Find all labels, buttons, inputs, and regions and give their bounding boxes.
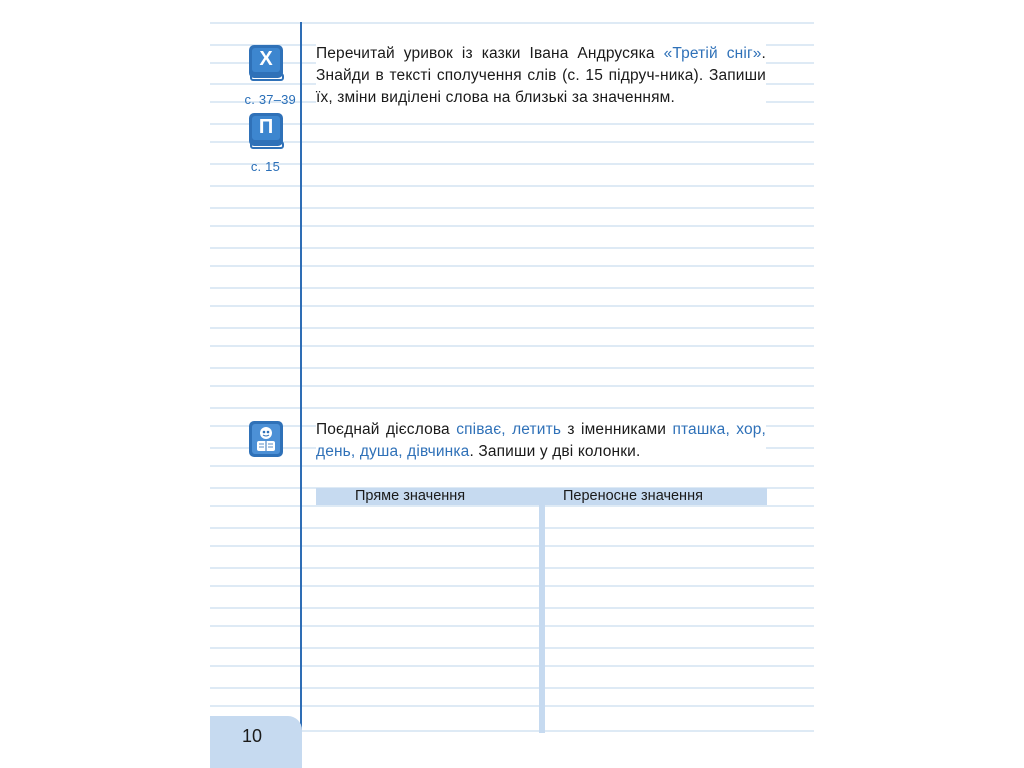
exercise-2-text-part2: з іменниками bbox=[561, 421, 673, 438]
column-divider bbox=[539, 505, 545, 733]
book-x-letter: Х bbox=[259, 48, 273, 70]
page-number: 10 bbox=[242, 726, 263, 746]
margin-line bbox=[300, 22, 302, 768]
column-header-literal: Пряме значення bbox=[355, 488, 466, 504]
textbook-reference-1: с. 37–39 bbox=[244, 92, 296, 107]
textbook-reference-2: с. 15 bbox=[250, 159, 280, 174]
highlighted-verbs: співає, летить bbox=[456, 421, 562, 438]
book-p-letter: П bbox=[258, 116, 274, 138]
table-header bbox=[316, 488, 767, 505]
exercise-1-text bbox=[316, 43, 766, 109]
exercise-1-text-part1: Перечитай уривок із казки Івана Андрусяка bbox=[316, 45, 664, 62]
column-header-figurative: Переносне значення bbox=[563, 488, 703, 504]
exercise-2-text bbox=[316, 419, 766, 463]
workbook-page bbox=[210, 0, 814, 768]
exercise-1-text-part2: . Знайди в тексті сполучення слів (с. 15 підруч-ника). Запиши їх, зміни виділені слова на близькі за значенням. bbox=[316, 45, 766, 106]
highlighted-nouns: пташка, хор, день, душа, дівчинка bbox=[316, 421, 766, 460]
exercise-2-text-part1: Поєднай дієслова bbox=[316, 421, 457, 438]
exercise-2-text-part3: . Запиши у дві колонки. bbox=[469, 443, 641, 460]
pencil-character-icon bbox=[248, 420, 284, 460]
story-title: «Третій сніг» bbox=[663, 45, 762, 62]
